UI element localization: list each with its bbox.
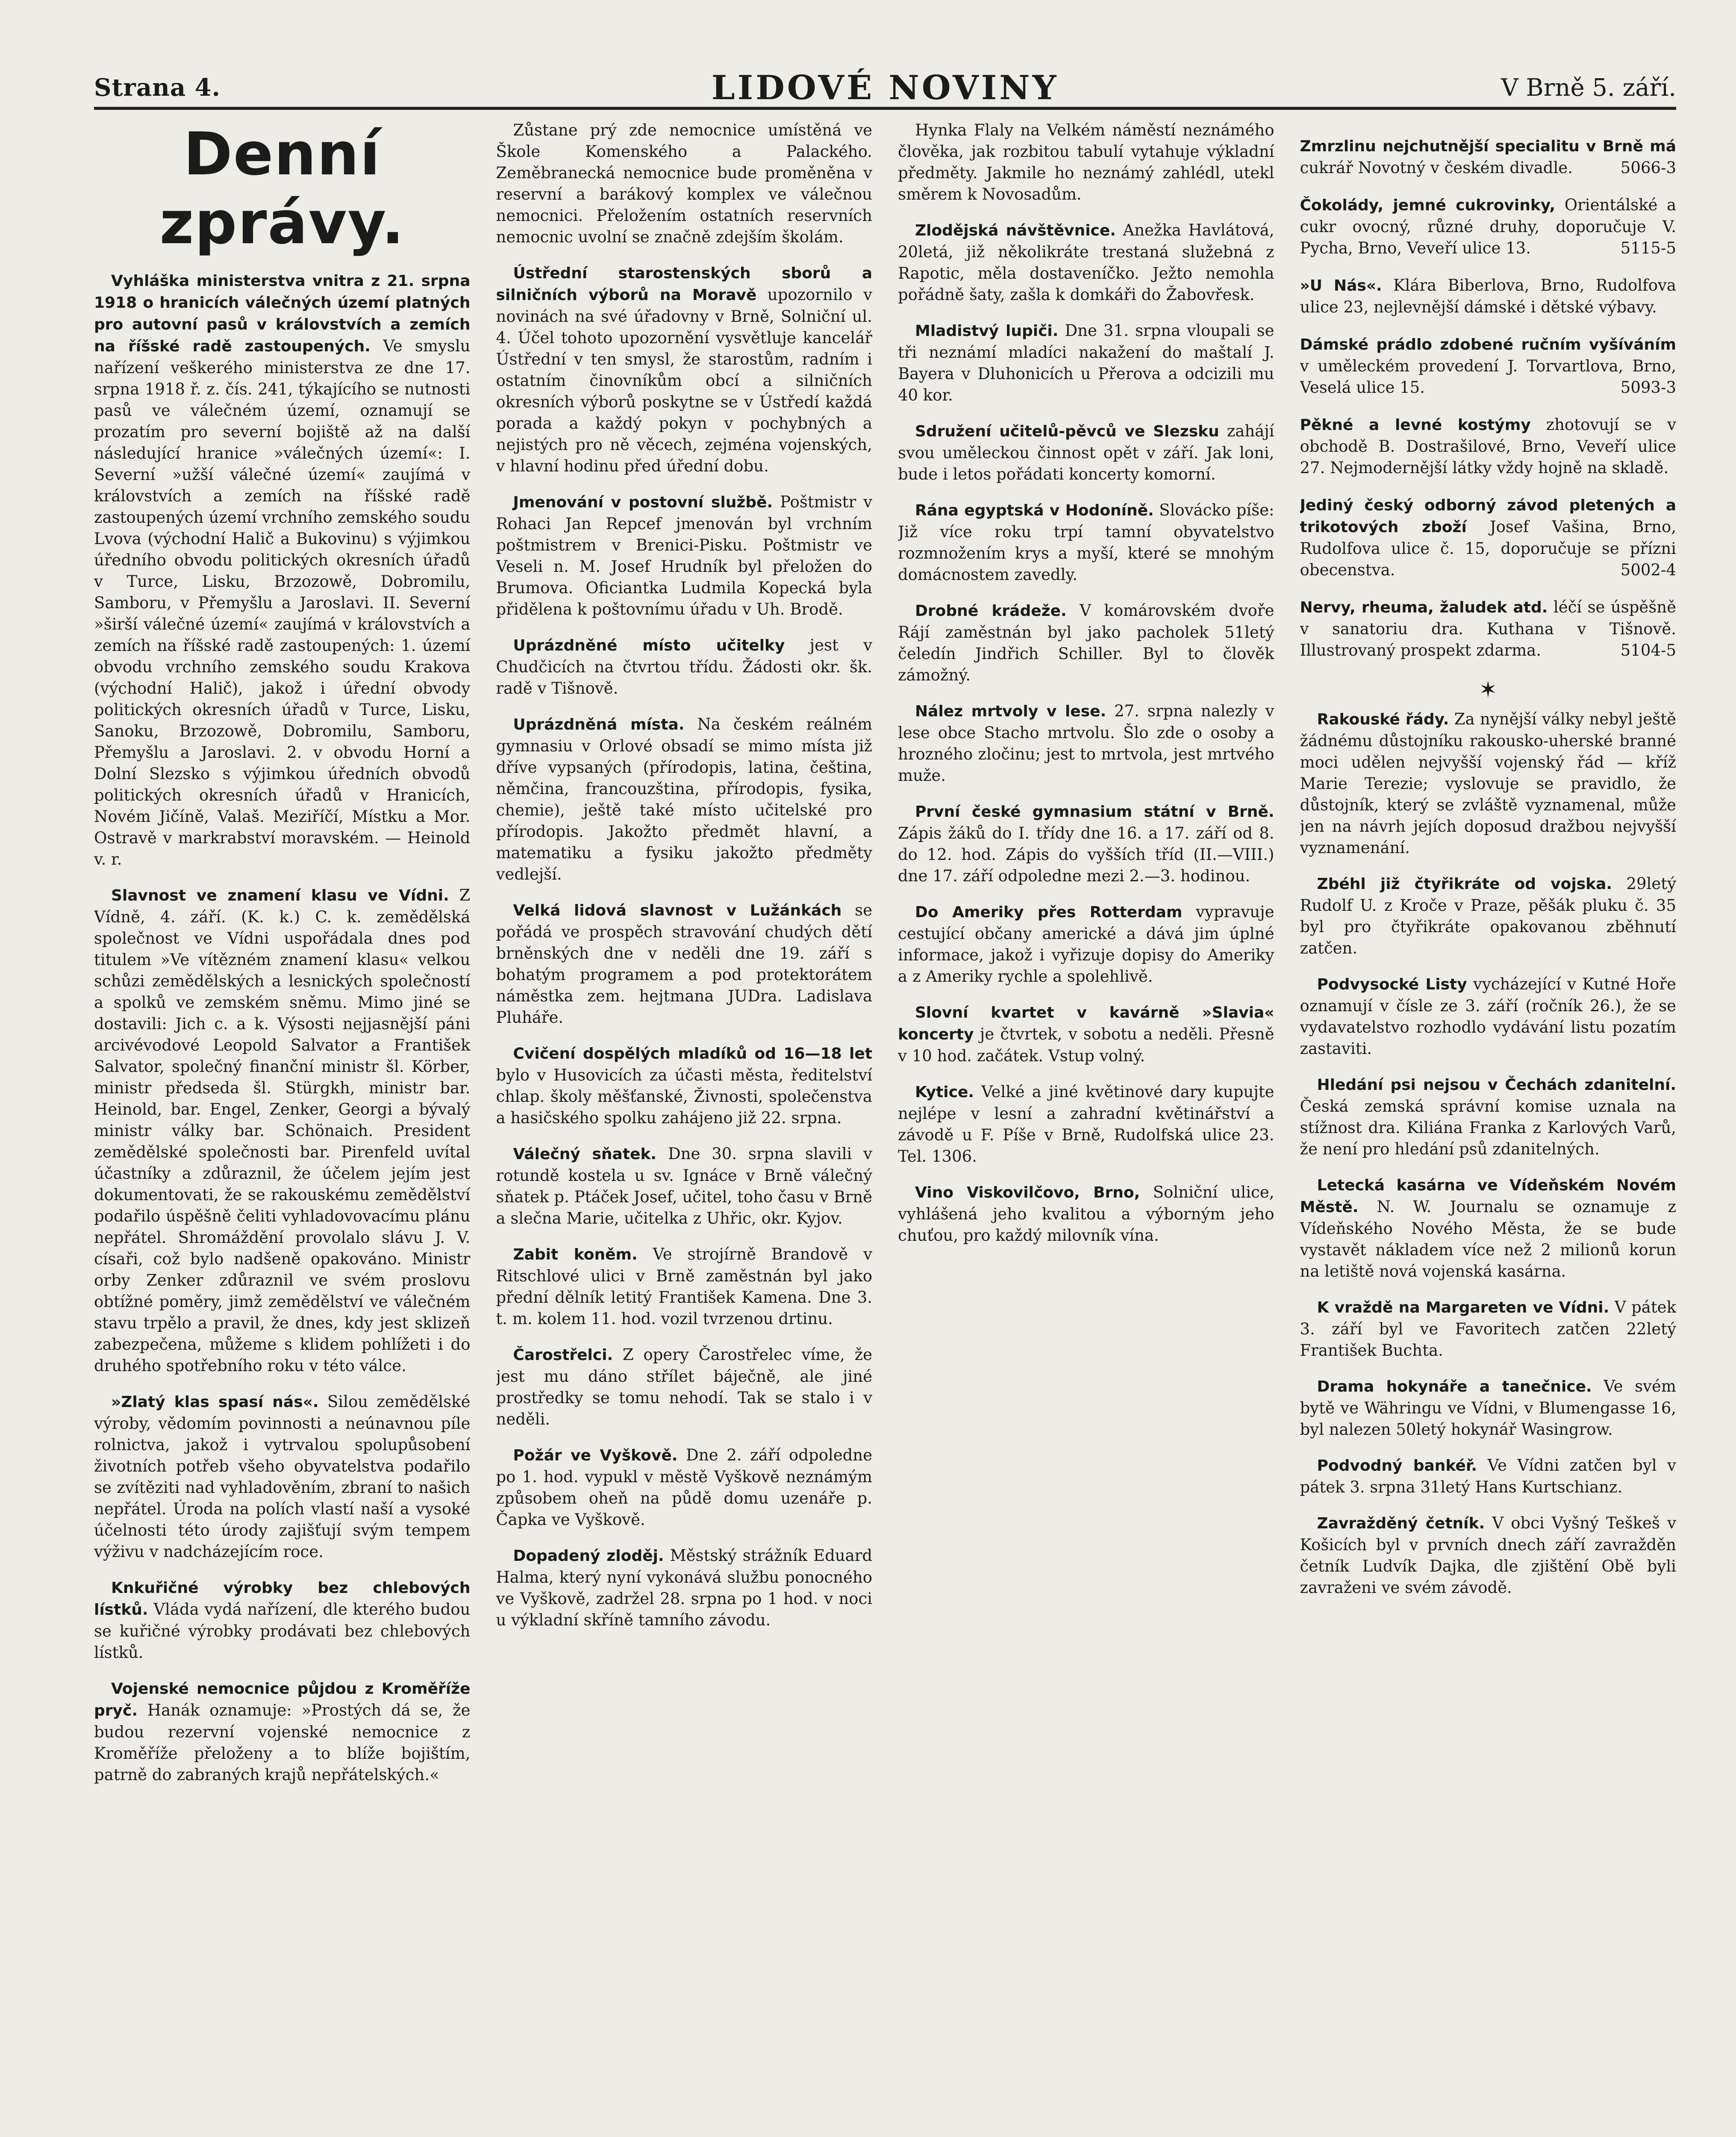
ad-number: 5002-4	[1620, 561, 1676, 579]
news-article	[94, 885, 471, 1377]
article-heading: Knkuřičné výrobky bez chlebových lístků.	[94, 1579, 471, 1619]
article-body: Velké a jiné květinové dary kupujte nejlépe v lesní a zahradní květinářství a závodě u F. Píše v Brně, Rudolfská ulice 23. Tel. 1306.	[898, 1083, 1274, 1166]
news-article	[898, 120, 1274, 205]
section-title: Denní zprávy.	[159, 120, 405, 257]
news-article	[898, 1182, 1274, 1246]
article-body: Dne 31. srpna vloupali se tři neznámí mladíci nakažení do maštalí J. Bayera v Dluhonicích u Přerova a odcizili mu 40 kor.	[898, 321, 1274, 404]
news-article	[496, 1043, 873, 1129]
article-heading: Rána egyptská v Hodoníně.	[915, 502, 1154, 519]
article-heading: Sdružení učitelů-pěvců ve Slezsku	[915, 423, 1219, 440]
article-heading: Zavražděný četník.	[1317, 1515, 1485, 1532]
article-heading: Jmenování v postovní službě.	[513, 494, 773, 511]
advertisement	[1300, 194, 1677, 259]
article-heading: Čokolády, jemné cukrovinky,	[1300, 197, 1556, 214]
article-body: Z opery Čarostřelec víme, že jest mu dáno střílet báječně, ale jiné prostředky se tomu nehodí. Tak se stalo i v neděli.	[496, 1345, 872, 1428]
page-header	[94, 68, 1676, 110]
article-body: 29letý Rudolf U. z Kroče v Praze, pěšák pluku č. 35 byl pro čtyřikráte opakovanou zběhnutí zatčen.	[1300, 874, 1676, 957]
article-heading: Jediný český odborný závod pletených a trikotových zboží	[1300, 497, 1676, 536]
article-heading: Kytice.	[915, 1083, 974, 1101]
news-article	[496, 1445, 873, 1531]
article-body: Hanák oznamuje: »Prostých dá se, že budou rezervní vojenské nemocnice z Kroměříže přeloženy a to blíže bojištím, patrně do zabraných krajů nepřátelských.«	[94, 1701, 471, 1784]
article-heading: Zlodějská návštěvnice.	[915, 222, 1116, 239]
news-article	[496, 492, 873, 620]
article-body: cukrář Novotný v českém divadle.	[1300, 159, 1573, 177]
news-article	[1300, 1513, 1677, 1598]
article-heading: Požár ve Vyškově.	[513, 1447, 678, 1464]
news-article	[496, 1344, 873, 1430]
article-body: V komárovském dvoře Rájí zaměstnán byl jako pacholek 51letý čeledín Jindřich Schiller. Byl to člověk zámožný.	[898, 601, 1274, 684]
article-body: je čtvrtek, v sobotu a neděli. Přesně v 10 hod. začátek. Vstup volný.	[898, 1025, 1274, 1065]
news-article	[898, 220, 1274, 306]
news-article	[898, 1081, 1274, 1167]
newspaper-title: LIDOVÉ NOVINY	[711, 68, 1059, 107]
news-article	[898, 701, 1274, 786]
news-article	[1300, 1074, 1677, 1160]
news-article	[1300, 1455, 1677, 1498]
article-body: Česká zemská správní komise uznala na stížnost dra. Kiliána Franka z Karlových Varů, že není pro hledání psů zdanitelných.	[1300, 1097, 1676, 1158]
article-body: bylo v Husovicích za účasti města, ředitelství chlap. školy měšťanské, Živnosti, společenstva a hasičského spolku zahájeno již 22. srpna.	[496, 1066, 872, 1127]
article-heading: K vraždě na Margareten ve Vídni.	[1317, 1299, 1609, 1316]
news-article	[898, 801, 1274, 887]
news-article	[496, 1545, 873, 1631]
news-article	[496, 1244, 873, 1330]
news-article	[898, 600, 1274, 686]
news-article	[898, 500, 1274, 586]
advertisement	[1300, 334, 1677, 398]
article-body: Ve strojírně Brandově v Ritschlové ulici v Brně zaměstnán byl jako přední dělník letitý František Kamena. Dne 3. t. m. kolem 11. hod. vozil tvrzenou drtinu.	[496, 1245, 872, 1328]
news-article	[898, 901, 1274, 987]
article-heading: Uprázdněná místa.	[513, 716, 685, 733]
article-body: Silou zemědělské výroby, vědomím povinnosti a neúnavnou píle rolnictva, jakož i vytrvalou spolupůsobení životních potřeb všeho obyvatelstva podařilo se zvítěziti nad vyhladověním, zbraní to našich nepřátel. Úroda na polích vlastí naší a vysoké účelnosti této úrody zajišťují svým tempem výživu v nadcházejícím roce.	[94, 1392, 471, 1561]
article-heading: Uprázdněné místo učitelky	[513, 637, 785, 654]
news-article	[1300, 1174, 1677, 1282]
article-body: Vláda vydá nařízení, dle kterého budou se kuřičné výrobky prodávati bez chlebových lístků.	[94, 1600, 471, 1662]
article-body: V obci Vyšný Teškeš v Košicích byl v prvních dnech září zavražděn četník Ludvík Dajka, dle zjištění Obě byli zavraženi ve svém závodě.	[1300, 1514, 1676, 1597]
article-heading: Vino Viskovilčovo, Brno,	[915, 1184, 1140, 1201]
news-article	[898, 421, 1274, 485]
article-body: Dne 2. září odpoledne po 1. hod. vypukl v městě Vyškově neznámým způsobem oheň na půdě domu uzenáře p. Čapka ve Vyškově.	[496, 1446, 872, 1529]
column-2	[496, 120, 873, 2137]
article-body: vycházející v Kutné Hoře oznamují v čísle ze 3. září (ročník 26.), že se vydavatelstvo rozhodlo vydávání listu pozatím zastaviti.	[1300, 975, 1676, 1058]
article-heading: Slavnost ve znamení klasu ve Vídni.	[111, 887, 449, 904]
article-heading: Do Ameriky přes Rotterdam	[915, 904, 1183, 921]
news-article	[496, 262, 873, 477]
column-4	[1300, 120, 1677, 2137]
news-article	[496, 635, 873, 699]
article-heading: Rakouské řády.	[1317, 711, 1449, 728]
advertisement	[1300, 275, 1677, 318]
article-body: V pátek 3. září byl ve Favoritech zatčen 22letý František Buchta.	[1300, 1298, 1676, 1360]
advertisement	[1300, 414, 1677, 479]
article-heading: »Zlatý klas spasí nás«.	[111, 1393, 319, 1411]
news-article	[1300, 1297, 1677, 1361]
article-heading: Hledání psi nejsou v Čechách zdanitelní.	[1317, 1076, 1676, 1094]
article-body: Ve Vídni zatčen byl v pátek 3. srpna 31letý Hans Kurtschianz.	[1300, 1456, 1676, 1496]
page-number: Strana 4.	[94, 74, 221, 102]
article-heading: Dámské prádlo zdobené ručním vyšíváním	[1300, 336, 1676, 353]
article-heading: Vojenské nemocnice půjdou z Kroměříže pryč.	[94, 1680, 471, 1719]
advertisement	[1300, 597, 1677, 661]
article-body: Klára Biberlova, Brno, Rudolfova ulice 23, nejlevnější dámské i dětské výbavy.	[1300, 276, 1676, 316]
article-body: Anežka Havlátová, 20letá, již několikráte trestaná služebná z Rapotic, měla dostaveníčko. Ježto nemohla pořádně šaty, zašla k domkáři do Žabovřesk.	[898, 221, 1274, 304]
article-body: Josef Vašina, Brno, Rudolfova ulice č. 15, doporučuje se přízni obecenstva.	[1300, 518, 1676, 579]
news-article	[94, 270, 471, 870]
ad-number: 5115-5	[1620, 239, 1676, 257]
article-heading: Mladistvý lupiči.	[915, 322, 1059, 340]
ad-number: 5066-3	[1620, 159, 1676, 177]
article-body: Slovácko píše: Již více roku trpí tamní obyvatelstvo rozmnožením krys a myší, které se mnohým domácnostem zavedly.	[898, 501, 1274, 584]
article-heading: Slovní kvartet v kavárně »Slavia« koncerty	[898, 1004, 1274, 1043]
separator-star: ✶	[1478, 677, 1498, 703]
article-body: Hynka Flaly na Velkém náměstí neznámého člověka, jak rozbitou tabulí vytahuje výkladní předměty. Jakmile ho neznámý zahlédl, utekl směrem k Novosadům.	[898, 121, 1274, 203]
article-body: Ve smyslu nařízení veškerého ministerstva ze dne 17. srpna 1918 ř. z. čís. 241, týkajícího se nutnosti pasů ve válečném území, oznamují se prozatím pro severní bojiště až na další následující hranice »válečných území«: I. Severní »užší válečné území« zaujímá v královstvích a zemích na říšské radě zastoupených území vrchního zemského soudu Lvova (východní Halič a Bukovinu) s výjimkou úředního obvodu politických okresních úřadů v Turce, Lisku, Brzozowě, Dobromilu, Samboru, v Přemyšlu a Jaroslavi. II. Severní »širší válečné území« zaujímá v královstvích a zemích na říšské radě zastoupených: 1. území obvodu vrchního zemského soudu Krakova (východní Halič), jakož i úřední obvody politických okresních úřadů v Turce, Lisku, Sanoku, Brzozowě, Dobromilu, Samboru, Přemyšlu a Jaroslavi. 2. v obvodu Horní a Dolní Slezsko s výjimkou úředních obvodů politických okresních úřadů v Hranicích, Novém Jičíně, Valaš. Meziříčí, Místku a Mor. Ostravě v markrabství moravském. — Heinold v. r.	[94, 337, 471, 868]
column-1	[94, 120, 471, 2137]
article-body: upozornilo v novinách na své úřadovny v Brně, Solniční ul. 4. Účel tohoto upozornění vysvětluje kancelář Ústřední v ten smysl, že starostům, radním i ostatním činovníkům obcí a silničních okresních výborů poskytne se v Ústředí každá porada a každý pokyn v pochybných a nejistých pro ně věcech, zejména vojenských, v hlavní hodinu před úřední dobu.	[496, 286, 872, 475]
article-heading: Vyhláška ministerstva vnitra z 21. srpna 1918 o hranicích válečných území platných pro autovní pasů v královstvích a zemích na říšské radě zastoupených.	[94, 272, 471, 355]
article-columns	[94, 120, 1676, 2137]
article-heading: »U Nás«.	[1300, 277, 1382, 294]
article-body: N. W. Journalu se oznamuje z Vídeňského Nového Města, že se bude vystavět nákladem více než 2 milionů korun na letiště nová vojenská kasárna.	[1300, 1198, 1676, 1280]
article-heading: Pěkné a levné kostýmy	[1300, 416, 1531, 434]
news-article	[898, 1002, 1274, 1067]
news-article	[94, 1577, 471, 1663]
article-heading: Drobné krádeže.	[915, 602, 1067, 620]
article-heading: Cvičení dospělých mladíků od 16—18 let	[513, 1045, 872, 1063]
article-heading: Zabit koněm.	[513, 1246, 638, 1263]
article-heading: Nervy, rheuma, žaludek atd.	[1300, 599, 1548, 616]
article-body: Městský strážník Eduard Halma, který nyní vykonává službu ponocného ve Vyškově, zadržel 28. srpna po 1 hod. v noci u výkladní skříně tamního závodu.	[496, 1546, 872, 1629]
news-article	[496, 120, 873, 248]
news-article	[94, 1391, 471, 1563]
article-body: Ve svém bytě ve Währingu ve Vídni, v Blumengasse 16, byl nalezen 50letý hokynář Wasingrow.	[1300, 1377, 1676, 1439]
advertisement	[1300, 135, 1677, 179]
news-article	[1300, 709, 1677, 859]
article-heading: Letecká kasárna ve Vídeňském Novém Městě.	[1300, 1177, 1676, 1216]
column-3	[898, 120, 1274, 2137]
article-body: 27. srpna nalezly v lese obce Stacho mrtvolu. Šlo zde o osoby a hrozného zločinu; jest to mrtvola, jest mrtvého muže.	[898, 702, 1274, 785]
article-heading: Nález mrtvoly v lese.	[915, 703, 1106, 720]
article-heading: Ústřední starostenských sborů a silničních výborů na Moravě	[496, 265, 872, 304]
news-article	[496, 900, 873, 1028]
article-body: Solniční ulice, vyhlášená jeho kvalitou a výborným jeho chuťou, pro každý milovník vína.	[898, 1183, 1274, 1245]
article-heading: Zbéhl již čtyřikráte od vojska.	[1317, 875, 1612, 893]
article-body: Poštmistr v Rohaci Jan Repcef jmenován byl vrchním poštmistrem v Brenici-Pisku. Poštmistr ve Veseli n. M. Josef Hrudník byl přeložen do Brumova. Oficiantka Ludmila Kopecká byla přidělena k poštovnímu úřadu v Uh. Brodě.	[496, 493, 872, 618]
article-heading: Podvysocké Listy	[1317, 976, 1467, 993]
article-body: Za nynější války nebyl ještě žádnému důstojníku rakousko-uherské branné moci udělen nejvyšší vojenský řád — kříž Marie Terezie; vyslovuje se pravidlo, že důstojník, který se zvláště vyznamenal, může jen na návrh jejích doposud dražbou nejvyšší vyznamenání.	[1300, 710, 1676, 857]
article-heading: Drama hokynáře a tanečnice.	[1317, 1378, 1592, 1395]
article-body: jest v Chudčicích na čtvrtou třídu. Žádosti okr. šk. radě v Tišnově.	[496, 636, 872, 698]
news-article	[1300, 974, 1677, 1060]
issue-date: V Brně 5. září.	[1501, 74, 1676, 102]
article-body: se pořádá ve prospěch stravování chudých dětí brněnských dne v neděli dne 19. září s bohatým programem a pod protektorátem náměstka zem. hejtmana JUDra. Ladislava Pluháře.	[496, 901, 872, 1027]
article-heading: Dopadený zloděj.	[513, 1547, 664, 1565]
article-body: Na českém reálném gymnasiu v Orlové obsadí se mimo místa již dříve vypsaných (přírodopis, latina, čeština, němčina, francouzština, přírodopis, fysika, chemie), ještě také místo učitelské pro přírodopis. Jakožto předmět hlavní, a matematiku a fysiku jakožto předměty vedlejší.	[496, 715, 872, 883]
article-body: zhotovují se v obchodě B. Dostrašilové, Brno, Veveří ulice 27. Nejmodernější látky vždy hojně na skladě.	[1300, 415, 1676, 477]
news-article	[496, 1143, 873, 1229]
article-body: vypravuje cestující občany americké a dává jim úplné informace, jakož i vyřizuje dopisy do Ameriky a z Ameriky rychle a spolehlivě.	[898, 903, 1274, 986]
article-body: zahájí svou uměleckou činnost opět v září. Jak loni, bude i letos pořádati koncerty komorní.	[898, 422, 1274, 483]
article-body: léčí se úspěšně v sanatoriu dra. Kuthana v Tišnově. Illustrovaný prospekt zdarma.	[1300, 598, 1676, 659]
news-article	[1300, 1376, 1677, 1440]
news-article	[898, 320, 1274, 406]
article-heading: Podvodný bankéř.	[1317, 1457, 1477, 1475]
article-body: Zápis žáků do I. třídy dne 16. a 17. září od 8. do 12. hod. Zápis do vyšších tříd (II.—VIII.) dne 17. září odpoledne mezi 2.—3. hodinou.	[898, 824, 1274, 885]
advertisement	[1300, 495, 1677, 581]
article-heading: Velká lidová slavnost v Lužánkách	[513, 902, 842, 919]
news-article	[94, 1678, 471, 1786]
ad-number: 5104-5	[1620, 641, 1676, 659]
article-body: Dne 30. srpna slavili v rotundě kostela u sv. Ignáce v Brně válečný sňatek p. Ptáček Josef, učitel, toho času v Brně a slečna Marie, učitelka z Uhřic, okr. Kyjov.	[496, 1145, 872, 1227]
article-body: Orientálské a cukr ovocný, různé druhy, doporučuje V. Pycha, Brno, Veveří ulice 13.	[1300, 196, 1676, 257]
news-article	[496, 714, 873, 885]
news-article	[1300, 873, 1677, 959]
ad-number: 5093-3	[1620, 378, 1676, 397]
article-heading: Čarostřelci.	[513, 1346, 613, 1364]
article-body: Z Vídně, 4. září. (K. k.) C. k. zemědělská společnost ve Vídni uspořádala dnes pod titulem »Ve vítězném znamení klasu« velkou schůzi zemědělských a lesnických společností a spolků ve zemském sněmu. Mimo jiné se dostavili: Jich c. a k. Výsosti nejjasnější páni arcivévodové Leopold Salvator a František Salvator, společný finanční ministr šl. Körber, ministr předseda šl. Stürgkh, ministr bar. Heinold, bar. Engel, Zenker, Georgi a bývalý ministr války bar. Schönaich. President zemědělské společnosti bar. Pirenfeld uvítal účastníky a zdůraznil, že účelem jejím jest dokumentovati, že se rakouskému zemědělství podařilo úspěšně čeliti vyhladovovacímu plánu nepřátel. Shromáždění provolalo slávu J. V. císaři, což bylo nadšeně opakováno. Ministr orby Zenker zdůraznil ve svém proslovu obtížné poměry, jimž zemědělství ve válečném stavu trpělo a pravil, že dnes, kdy jest sklizeň zabezpečena, můžeme s klidem pohlížeti i do druhého spotřebního roku v této válce.	[94, 886, 471, 1375]
article-heading: První české gymnasium státní v Brně.	[915, 803, 1274, 821]
article-body: v uměleckém provedení J. Torvartlova, Brno, Veselá ulice 15.	[1300, 357, 1676, 397]
article-body: Zůstane prý zde nemocnice umístěná ve Škole Komenského a Palackého. Zeměbranecká nemocnice bude proměněna v reservní a barákový komplex ve válečnou nemocnici. Přeložením ostatních reservních nemocnic uvolní se značně zdejším školám.	[496, 121, 872, 246]
article-heading: Zmrzlinu nejchutnější specialitu v Brně má	[1300, 138, 1676, 155]
article-heading: Válečný sňatek.	[513, 1145, 657, 1163]
